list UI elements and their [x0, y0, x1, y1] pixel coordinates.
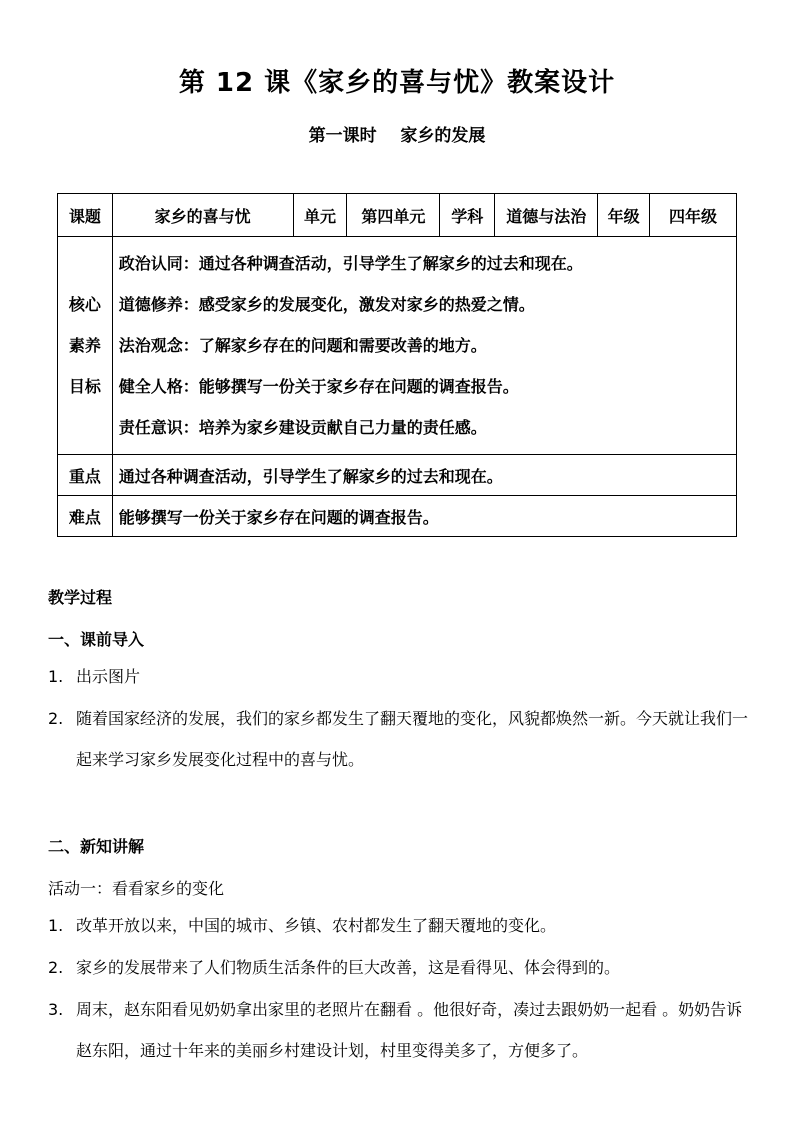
list-item: [48, 905, 748, 946]
list-text: 随着国家经济的发展，我们的家乡都发生了翻天覆地的变化，风貌都焕然一新。今天就让我们一起来学习家乡发展变化过程中的喜与忧。: [76, 709, 749, 769]
key-point-text: 通过各种调查活动，引导学生了解家乡的过去和现在。: [112, 455, 736, 496]
list-item: [48, 656, 748, 697]
goal-item: 道德修养：感受家乡的发展变化，激发对家乡的热爱之情。: [118, 295, 535, 314]
goal-item: 政治认同：通过各种调查活动，引导学生了解家乡的过去和现在。: [118, 254, 583, 273]
table-cell: 道德与法治: [495, 194, 598, 237]
goal-item: 健全人格：能够撰写一份关于家乡存在问题的调查报告。: [118, 377, 519, 396]
activity-title: 活动一：看看家乡的变化: [48, 879, 225, 898]
section-heading: 二、新知讲解: [48, 837, 145, 856]
list-number: 3.: [48, 1000, 64, 1019]
goals-label-line: 目标: [68, 377, 101, 396]
document-subtitle: 第一课时 家乡的发展: [308, 126, 486, 146]
list-number: 2.: [48, 958, 64, 977]
goals-row: [58, 237, 737, 455]
document-title: 第 12 课《家乡的喜与忧》教案设计: [178, 68, 616, 98]
table-cell: 单元: [293, 194, 347, 237]
section-heading: 一、课前导入: [48, 630, 145, 649]
list-text: 改革开放以来，中国的城市、乡镇、农村都发生了翻天覆地的变化。: [76, 916, 557, 935]
table-cell: 家乡的喜与忧: [112, 194, 293, 237]
process-heading: 教学过程: [48, 588, 113, 607]
table-header-row: [58, 194, 737, 237]
table-cell: 四年级: [650, 194, 737, 237]
list-number: 2.: [48, 709, 64, 728]
key-point-row: [58, 455, 737, 496]
goals-label-line: 核心: [68, 295, 101, 314]
table-cell: 第四单元: [347, 194, 440, 237]
goals-label-cell: [58, 237, 113, 455]
difficulty-label: 难点: [58, 496, 113, 537]
list-number: 1.: [48, 667, 64, 686]
goals-content-cell: [112, 237, 736, 455]
list-number: 1.: [48, 916, 64, 935]
difficulty-row: [58, 496, 737, 537]
table-cell: 课题: [58, 194, 113, 237]
list-item: [48, 989, 748, 1071]
list-item: [48, 947, 748, 988]
list-text: 出示图片: [76, 667, 141, 686]
goal-item: 法治观念：了解家乡存在的问题和需要改善的地方。: [118, 336, 487, 355]
table-cell: 年级: [598, 194, 650, 237]
difficulty-text: 能够撰写一份关于家乡存在问题的调查报告。: [112, 496, 736, 537]
list-text: 周末，赵东阳看见奶奶拿出家里的老照片在翻看 。他很好奇，凑过去跟奶奶一起看 。奶奶告诉赵东阳，通过十年来的美丽乡村建设计划，村里变得美多了，方便多了。: [76, 1000, 743, 1060]
goal-item: 责任意识：培养为家乡建设贡献自己力量的责任感。: [118, 418, 487, 437]
key-point-label: 重点: [58, 455, 113, 496]
lesson-info-table: [57, 193, 737, 537]
list-text: 家乡的发展带来了人们物质生活条件的巨大改善，这是看得见、体会得到的。: [76, 958, 621, 977]
table-cell: 学科: [440, 194, 495, 237]
list-item: [48, 698, 748, 780]
goals-label-line: 素养: [68, 336, 101, 355]
